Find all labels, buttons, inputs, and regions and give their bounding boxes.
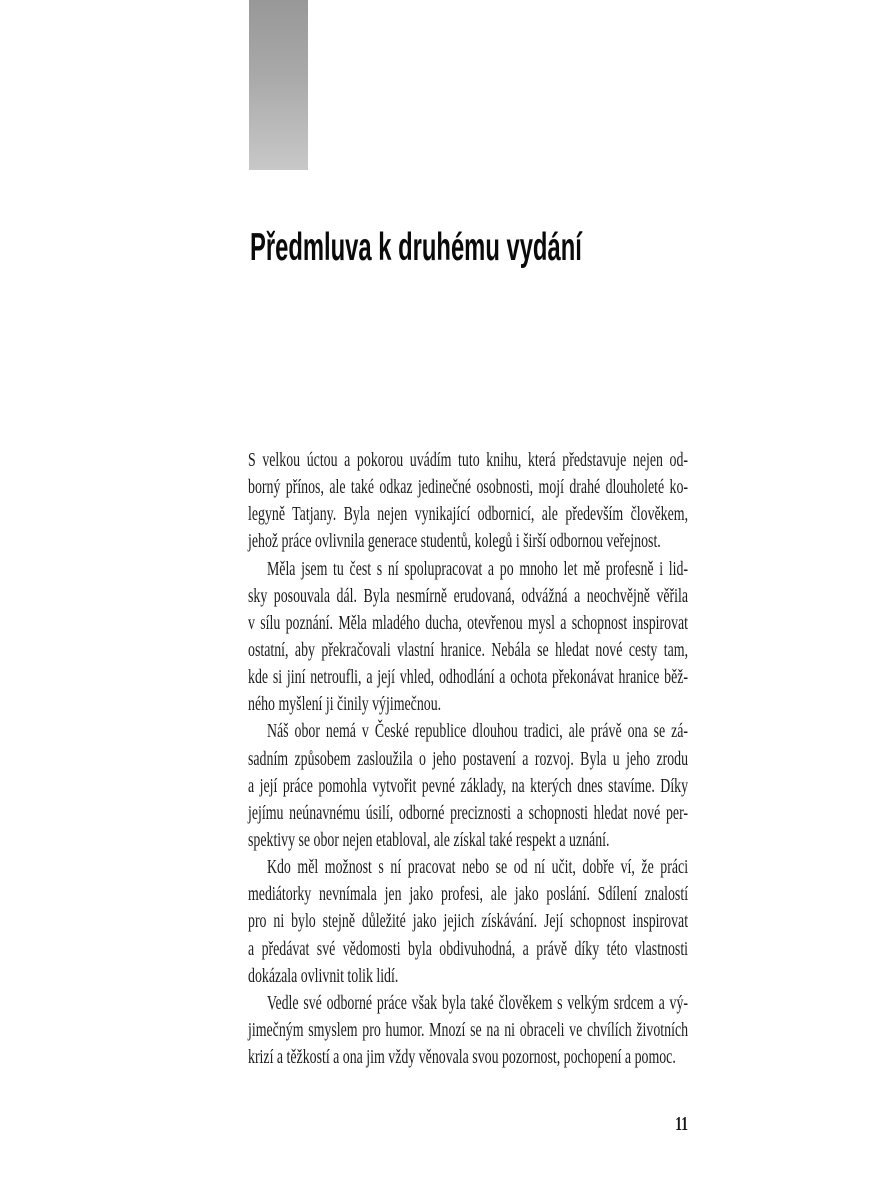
- body-text: [248, 447, 688, 1071]
- text-line: jejímu neúnavnému úsilí, odborné preciznosti a schopnosti hledat nové per-: [248, 801, 689, 824]
- text-line: sadním způsobem zasloužila o jeho postavení a rozvoj. Byla u jeho zrodu: [248, 747, 689, 770]
- text-line: a předávat své vědomosti byla obdivuhodná, a právě díky této vlastnosti: [248, 937, 689, 960]
- text-line: mediátorky nevnímala jen jako profesi, ale jako poslání. Sdílení znalostí: [248, 883, 689, 906]
- text-line: krizí a těžkostí a ona jim vždy věnovala svou pozornost, pochopení a pomoc.: [248, 1046, 676, 1069]
- text-line: legyně Tatjany. Byla nejen vynikající odbornicí, ale především člověkem,: [248, 503, 689, 526]
- paragraph: [248, 447, 688, 556]
- text-line: Měla jsem tu čest s ní spolupracovat a po mnoho let mě profesně i lid-: [266, 557, 689, 580]
- text-line: kde si jiní netroufli, a její vhled, odhodlání a ochota překonávat hranice běž-: [248, 666, 689, 689]
- text-line: Vedle své odborné práce však byla také člověkem s velkým srdcem a vý-: [266, 991, 689, 1014]
- text-line: v sílu poznání. Měla mladého ducha, otevřenou mysl a schopnost inspirovat: [248, 611, 689, 634]
- page-number: 11: [675, 1113, 689, 1135]
- text-line: dokázala ovlivnit tolik lidí.: [248, 964, 399, 987]
- text-line: spektivy se obor nejen etabloval, ale získal také respekt a uznání.: [248, 828, 610, 851]
- text-line: jehož práce ovlivnila generace studentů, kolegů i širší odbornou veřejnost.: [248, 530, 661, 553]
- paragraph: [248, 556, 688, 719]
- text-line: a její práce pomohla vytvořit pevné základy, na kterých dnes stavíme. Díky: [248, 774, 689, 797]
- text-line: S velkou úctou a pokorou uvádím tuto knihu, která představuje nejen od-: [248, 449, 689, 471]
- page-title: Předmluva k druhému vydání: [250, 226, 582, 270]
- chapter-marker-bar: [249, 0, 308, 170]
- text-line: Kdo měl možnost s ní pracovat nebo se od ní učit, dobře ví, že práci: [266, 856, 689, 879]
- text-line: Náš obor nemá v České republice dlouhou tradici, ale právě ona se zá-: [266, 720, 689, 743]
- paragraph: [248, 990, 688, 1071]
- text-line: ného myšlení ji činily výjimečnou.: [248, 693, 442, 716]
- text-line: jimečným smyslem pro humor. Mnozí se na ni obraceli ve chvílích životních: [248, 1018, 689, 1041]
- paragraph: [248, 718, 688, 854]
- text-line: borný přínos, ale také odkaz jedinečné osobnosti, mojí drahé dlouholeté ko-: [248, 476, 689, 499]
- text-line: sky posouvala dál. Byla nesmírně erudovaná, odvážná a neochvějně věřila: [248, 584, 689, 607]
- text-line: ostatní, aby překračovali vlastní hranice. Nebála se hledat nové cesty tam,: [248, 638, 689, 661]
- paragraph: [248, 854, 688, 990]
- text-line: pro ni bylo stejně důležité jako jejich získávání. Její schopnost inspirovat: [248, 910, 689, 933]
